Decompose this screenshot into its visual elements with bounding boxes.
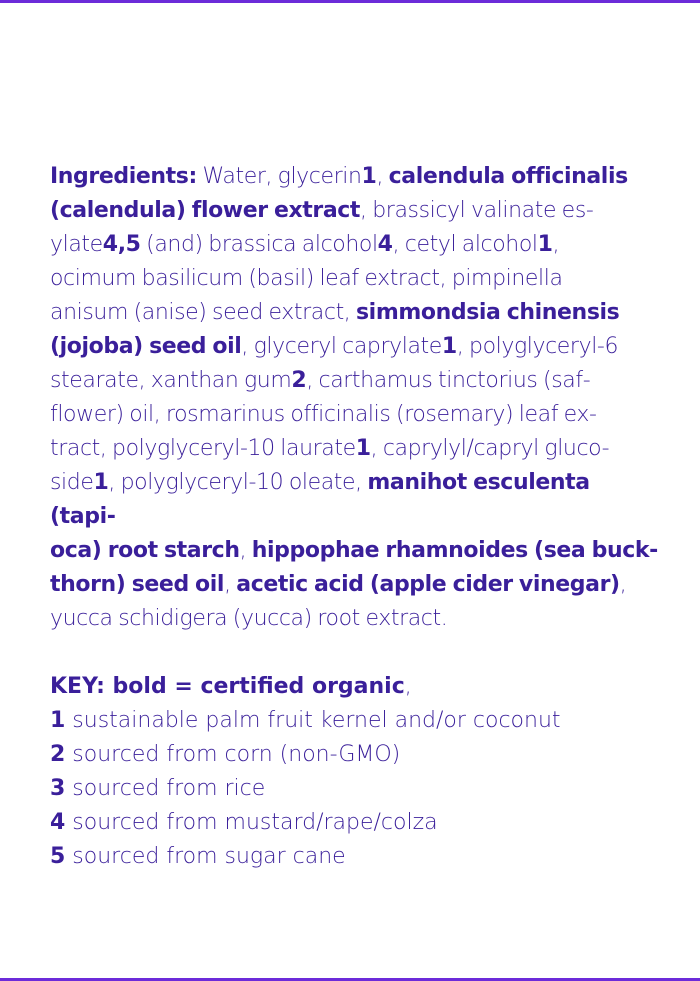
ingredients-label: Ingredients: — [50, 164, 197, 189]
organic-ingredient: acetic acid (apple cider vinegar) — [236, 572, 620, 597]
ingredients-panel — [50, 160, 660, 874]
ingredient-text: , glyceryl caprylate — [241, 334, 442, 359]
ingredients-line-11 — [50, 534, 660, 568]
key-item-number: 2 — [50, 742, 66, 767]
ingredients-line-4 — [50, 262, 660, 296]
ingredient-text: , — [224, 572, 237, 597]
footnote-marker: 1 — [355, 436, 371, 461]
key-header — [50, 670, 660, 704]
footnote-marker: 4 — [377, 232, 393, 257]
key-item-text: sourced from sugar cane — [65, 844, 346, 869]
organic-ingredient: simmondsia chinensis — [355, 300, 620, 325]
organic-ingredient: oca) root starch — [50, 538, 240, 563]
organic-ingredient: (jojoba) seed oil — [50, 334, 242, 359]
key-item-5 — [50, 840, 660, 874]
footnote-marker: 2 — [291, 368, 307, 393]
organic-ingredient: calendula officinalis — [388, 164, 628, 189]
ingredients-line-13 — [50, 602, 660, 636]
key-header-suffix: , — [404, 674, 412, 699]
ingredient-text: , cetyl alcohol — [392, 232, 538, 257]
ingredient-text: ylate — [50, 232, 103, 257]
ingredient-text: , carthamus tinctorius (saf- — [306, 368, 591, 393]
organic-ingredient: manihot esculenta (tapi- — [50, 470, 590, 529]
ingredients-line-6 — [50, 330, 660, 364]
ingredient-text: Water, glycerin — [196, 164, 362, 189]
organic-ingredient: thorn) seed oil — [50, 572, 225, 597]
key-legend — [50, 670, 660, 874]
ingredient-text: , polyglyceryl-6 — [456, 334, 619, 359]
ingredients-line-3 — [50, 228, 660, 262]
ingredient-text: , — [376, 164, 389, 189]
ingredient-text: , — [619, 572, 627, 597]
ingredient-text: , — [239, 538, 252, 563]
ingredient-text: , brassicyl valinate es- — [360, 198, 594, 223]
key-item-text: sourced from corn (non-GMO) — [65, 742, 401, 767]
ingredient-text: (and) brassica alcohol — [140, 232, 378, 257]
footnote-marker: 1 — [537, 232, 553, 257]
footnote-marker: 1 — [441, 334, 457, 359]
ingredients-line-7 — [50, 364, 660, 398]
ingredient-text: , — [552, 232, 560, 257]
footnote-marker: 1 — [361, 164, 377, 189]
key-item-text: sourced from mustard/rape/colza — [65, 810, 438, 835]
ingredient-text: flower) oil, rosmarinus officinalis (rosemary) leaf ex- — [50, 402, 597, 427]
organic-ingredient: hippophae rhamnoides (sea buck- — [251, 538, 658, 563]
ingredient-text: ocimum basilicum (basil) leaf extract, pimpinella — [50, 266, 563, 291]
key-header-text: KEY: bold = certified organic — [50, 674, 405, 699]
ingredient-text: stearate, xanthan gum — [50, 368, 292, 393]
key-item-2 — [50, 738, 660, 772]
key-item-1 — [50, 704, 660, 738]
key-item-number: 3 — [50, 776, 66, 801]
footnote-marker: 4,5 — [102, 232, 141, 257]
ingredient-text: side — [50, 470, 94, 495]
ingredients-line-10 — [50, 466, 660, 534]
ingredients-line-9 — [50, 432, 660, 466]
key-item-number: 5 — [50, 844, 66, 869]
key-item-3 — [50, 772, 660, 806]
organic-ingredient: (calendula) flower extract — [50, 198, 361, 223]
footnote-marker: 1 — [93, 470, 109, 495]
key-item-number: 1 — [50, 708, 66, 733]
key-item-text: sourced from rice — [65, 776, 266, 801]
key-item-number: 4 — [50, 810, 66, 835]
ingredient-text: tract, polyglyceryl-10 laurate — [50, 436, 356, 461]
ingredient-text: , polyglyceryl-10 oleate, — [108, 470, 368, 495]
ingredient-text: yucca schidigera (yucca) root extract. — [50, 606, 448, 631]
ingredients-line-8 — [50, 398, 660, 432]
top-accent-bar — [0, 0, 700, 3]
ingredients-line-12 — [50, 568, 660, 602]
ingredients-line-5 — [50, 296, 660, 330]
ingredients-line-2 — [50, 194, 660, 228]
ingredients-paragraph — [50, 160, 660, 636]
ingredient-text: , caprylyl/capryl gluco- — [370, 436, 610, 461]
ingredient-text: anisum (anise) seed extract, — [50, 300, 356, 325]
ingredients-line-1 — [50, 160, 660, 194]
key-item-4 — [50, 806, 660, 840]
key-item-text: sustainable palm fruit kernel and/or coconut — [65, 708, 561, 733]
